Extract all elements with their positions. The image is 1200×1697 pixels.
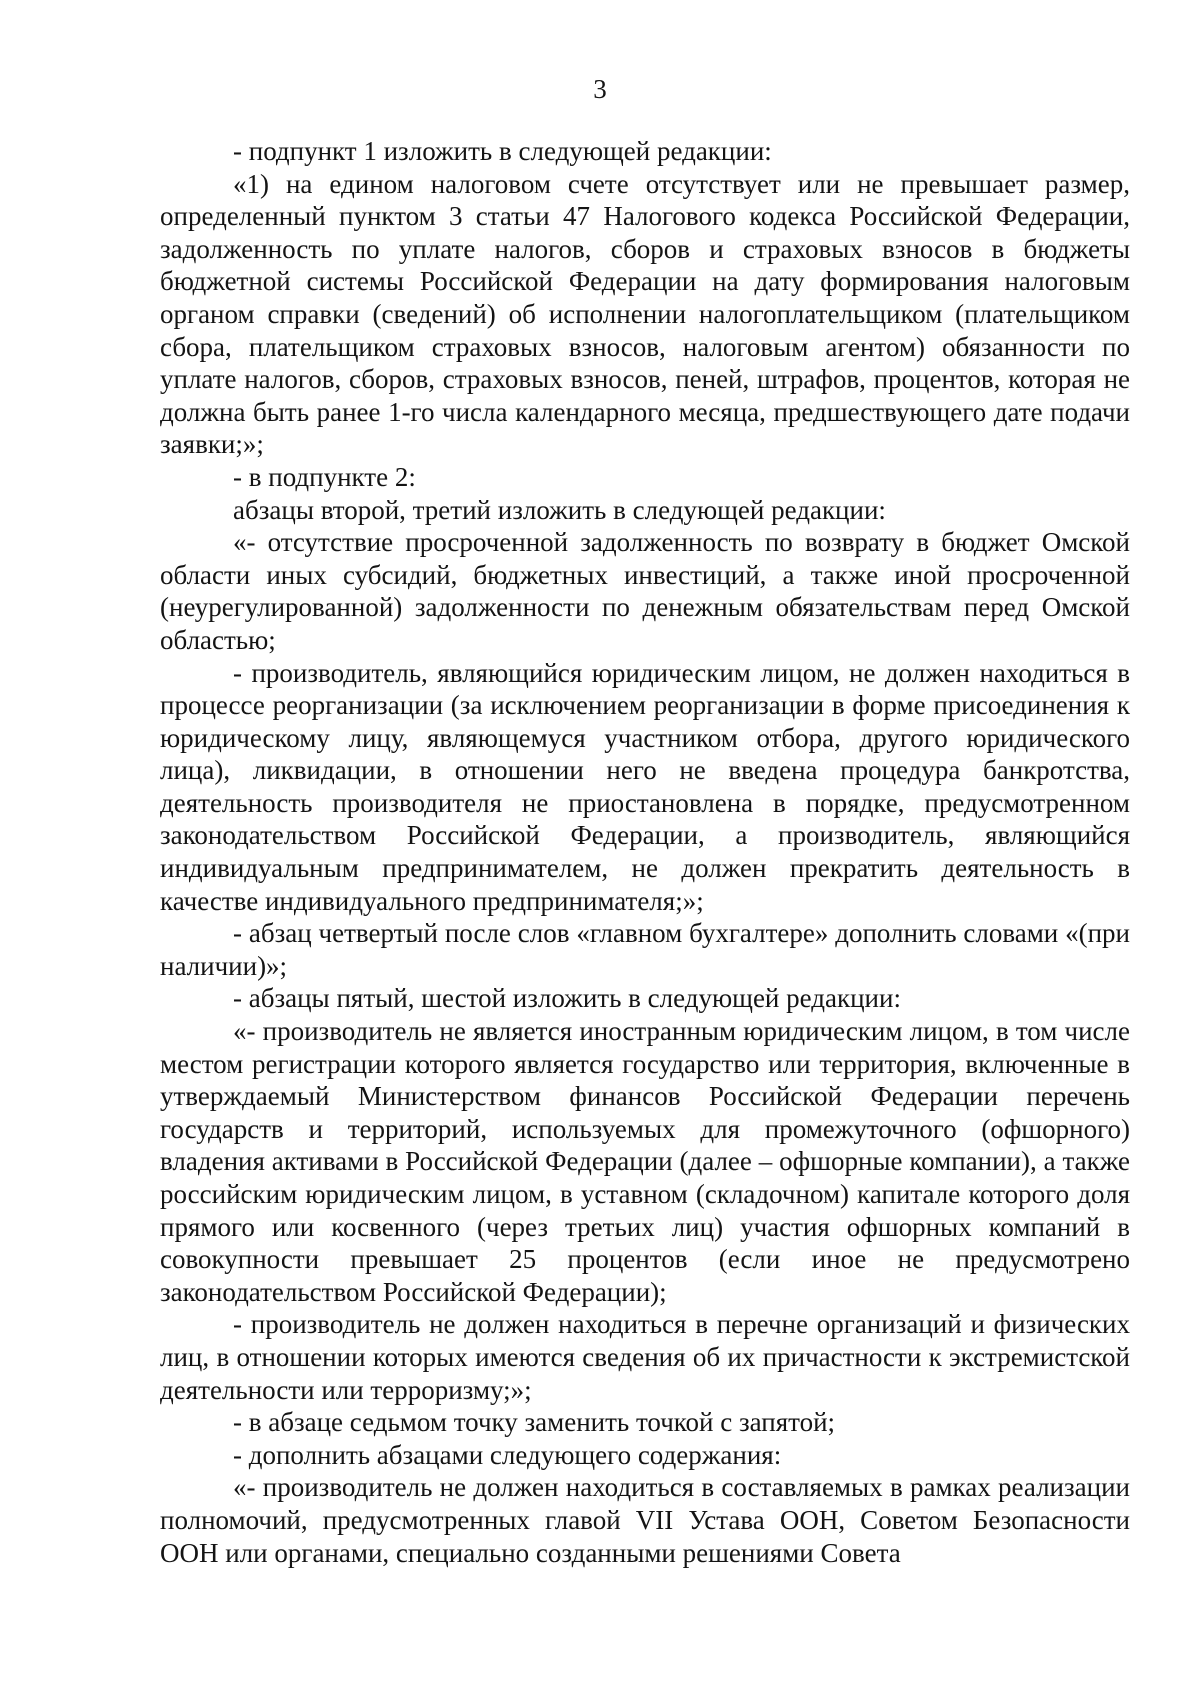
paragraph: «- производитель не должен находиться в составляемых в рамках реализации полномочий, предусмотренных главой VII Устава ООН, Советом Безопасности ООН или органами, специально созданными решениями Совета	[160, 1472, 1130, 1568]
paragraph: - производитель, являющийся юридическим лицом, не должен находиться в процессе реорганизации (за исключением реорганизации в форме присоединения к юридическому лицу, являющемуся участником отбора, другого юридического лица), ликвидации, в отношении него не введена процедура банкротства, деятельность производителя не приостановлена в порядке, предусмотренном законодательством Российской Федерации, а производитель, являющийся индивидуальным предпринимателем, не должен прекратить деятельность в качестве индивидуального предпринимателя;»;	[160, 657, 1130, 916]
paragraph: - абзацы пятый, шестой изложить в следующей редакции:	[233, 983, 901, 1014]
paragraph: - подпункт 1 изложить в следующей редакции:	[233, 136, 772, 166]
paragraph: - дополнить абзацами следующего содержания:	[233, 1439, 782, 1470]
paragraph: абзацы второй, третий изложить в следующей редакции:	[233, 494, 886, 525]
paragraph: «- отсутствие просроченной задолженность по возврату в бюджет Омской области иных субсидий, бюджетных инвестиций, а также иной просроченной (неурегулированной) задолженности по денежным обязательствам перед Омской областью;	[160, 527, 1130, 655]
paragraph: «- производитель не является иностранным юридическим лицом, в том числе местом регистрации которого является государство или территория, включенные в утверждаемый Министерством финансов Российской Федерации перечень государств и территорий, используемых для промежуточного (офшорного) владения активами в Российской Федерации (далее – офшорные компании), а также российским юридическим лицом, в уставном (складочном) капитале которого доля прямого или косвенного (через третьих лиц) участия офшорных компаний в совокупности превышает 25 процентов (если иное не предусмотрено законодательством Российской Федерации);	[160, 1016, 1130, 1307]
page-number: 3	[593, 74, 607, 104]
paragraph: - производитель не должен находиться в перечне организаций и физических лиц, в отношении которых имеются сведения об их причастности к экстремистской деятельности или терроризму;»;	[160, 1309, 1130, 1405]
paragraph: - в подпункте 2:	[233, 461, 416, 492]
paragraph: - в абзаце седьмом точку заменить точкой с запятой;	[233, 1407, 836, 1438]
paragraph: «1) на едином налоговом счете отсутствует или не превышает размер, определенный пунктом 3 статьи 47 Налогового кодекса Российской Федерации, задолженность по уплате налогов, сборов и страховых взносов в бюджеты бюджетной системы Российской Федерации на дату формирования налоговым органом справки (сведений) об исполнении налогоплательщиком (плательщиком сбора, плательщиком страховых взносов, налоговым агентом) обязанности по уплате налогов, сборов, страховых взносов, пеней, штрафов, процентов, которая не должна быть ранее 1-го числа календарного месяца, предшествующего дате подачи заявки;»;	[160, 168, 1130, 460]
paragraph: - абзац четвертый после слов «главном бухгалтере» дополнить словами «(при наличии)»;	[160, 918, 1130, 981]
document-body	[160, 135, 1130, 1569]
